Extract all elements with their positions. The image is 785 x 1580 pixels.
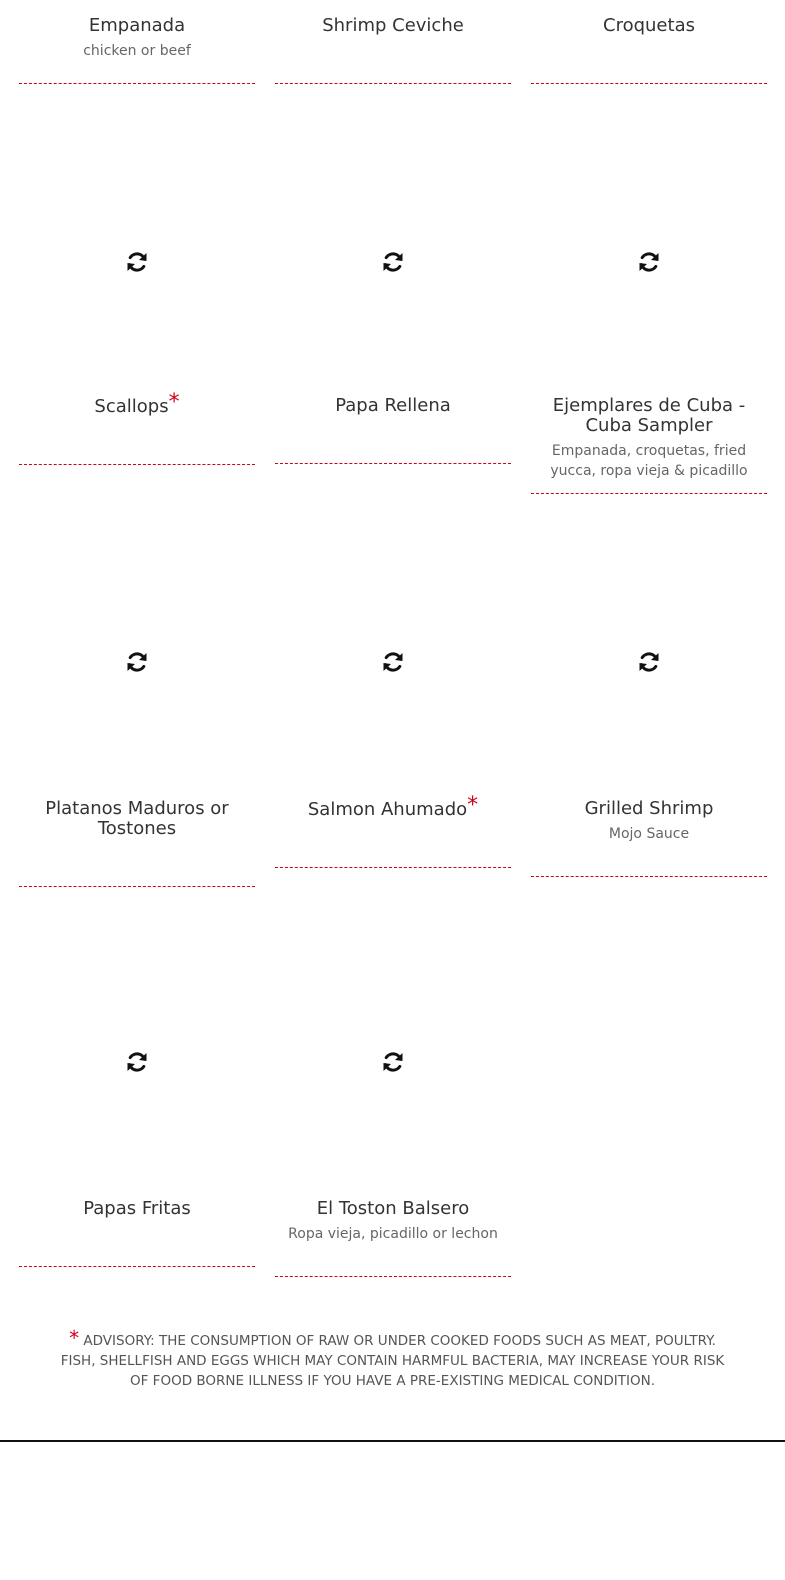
- item-text: [531, 799, 767, 877]
- item-text: [275, 16, 511, 84]
- item-divider: [531, 493, 767, 494]
- item-divider: [275, 463, 511, 464]
- item-divider: [275, 83, 511, 84]
- item-name: Ejemplares de Cuba - Cuba Sampler: [552, 395, 746, 436]
- item-divider: [531, 83, 767, 84]
- refresh-icon: [381, 250, 405, 274]
- item-description: chicken or beef: [83, 43, 191, 59]
- menu-item[interactable]: [275, 0, 511, 380]
- advisory-note: [60, 1328, 725, 1391]
- item-text: [275, 1199, 511, 1277]
- item-text: [275, 793, 511, 868]
- item-name: Grilled Shrimp: [584, 798, 714, 819]
- advisory-star: *: [69, 1326, 80, 1350]
- item-text: [19, 799, 255, 887]
- refresh-icon: [381, 650, 405, 674]
- menu-item[interactable]: [531, 0, 767, 380]
- item-divider: [19, 1266, 255, 1267]
- refresh-icon: [381, 1050, 405, 1074]
- refresh-icon: [125, 250, 149, 274]
- refresh-icon: [637, 250, 661, 274]
- item-divider: [19, 83, 255, 84]
- item-name: Empanada: [88, 15, 186, 36]
- item-divider: [275, 1276, 511, 1277]
- item-description: Ropa vieja, picadillo or lechon: [288, 1226, 498, 1242]
- item-text: [19, 390, 255, 465]
- menu-grid: [19, 0, 767, 1300]
- item-name: Papa Rellena: [335, 395, 451, 416]
- item-divider: [19, 464, 255, 465]
- raw-advisory-star: *: [168, 390, 180, 415]
- item-text: [531, 396, 767, 494]
- item-text: [19, 16, 255, 84]
- item-divider: [275, 867, 511, 868]
- item-name: Croquetas: [603, 15, 695, 36]
- refresh-icon: [125, 650, 149, 674]
- item-name: Platanos Maduros or Tostones: [45, 798, 229, 839]
- item-name: Salmon Ahumado*: [307, 793, 479, 820]
- item-name: Scallops*: [94, 390, 180, 417]
- menu-item[interactable]: [19, 780, 255, 1180]
- menu-item[interactable]: [531, 780, 767, 1180]
- item-name: Shrimp Ceviche: [322, 15, 464, 36]
- menu-item[interactable]: [19, 380, 255, 780]
- advisory-text: ADVISORY: THE CONSUMPTION OF RAW OR UNDER COOKED FOODS SUCH AS MEAT, POULTRY. FISH, SHELLFISH AND EGGS WHICH MAY CONTAIN HARMFUL BACTERIA, MAY INCREASE YOUR RISK OF FOOD BORNE ILLNESS IF YOU HAVE A PRE-EXISTING MEDICAL CONDITION.: [60, 1333, 725, 1389]
- refresh-icon: [125, 1050, 149, 1074]
- item-name: El Toston Balsero: [316, 1198, 470, 1219]
- item-description: Empanada, croquetas, fried yucca, ropa vieja & picadillo: [550, 443, 748, 479]
- item-divider: [19, 886, 255, 887]
- item-text: [19, 1199, 255, 1267]
- item-text: [275, 396, 511, 464]
- item-text: [531, 16, 767, 84]
- item-divider: [531, 876, 767, 877]
- menu-item[interactable]: [275, 380, 511, 780]
- raw-advisory-star: *: [467, 793, 479, 818]
- menu-item[interactable]: [19, 0, 255, 380]
- menu-item[interactable]: [275, 780, 511, 1180]
- menu-item[interactable]: [531, 380, 767, 780]
- item-description: Mojo Sauce: [608, 826, 690, 842]
- item-name: Papas Fritas: [83, 1198, 191, 1219]
- refresh-icon: [637, 650, 661, 674]
